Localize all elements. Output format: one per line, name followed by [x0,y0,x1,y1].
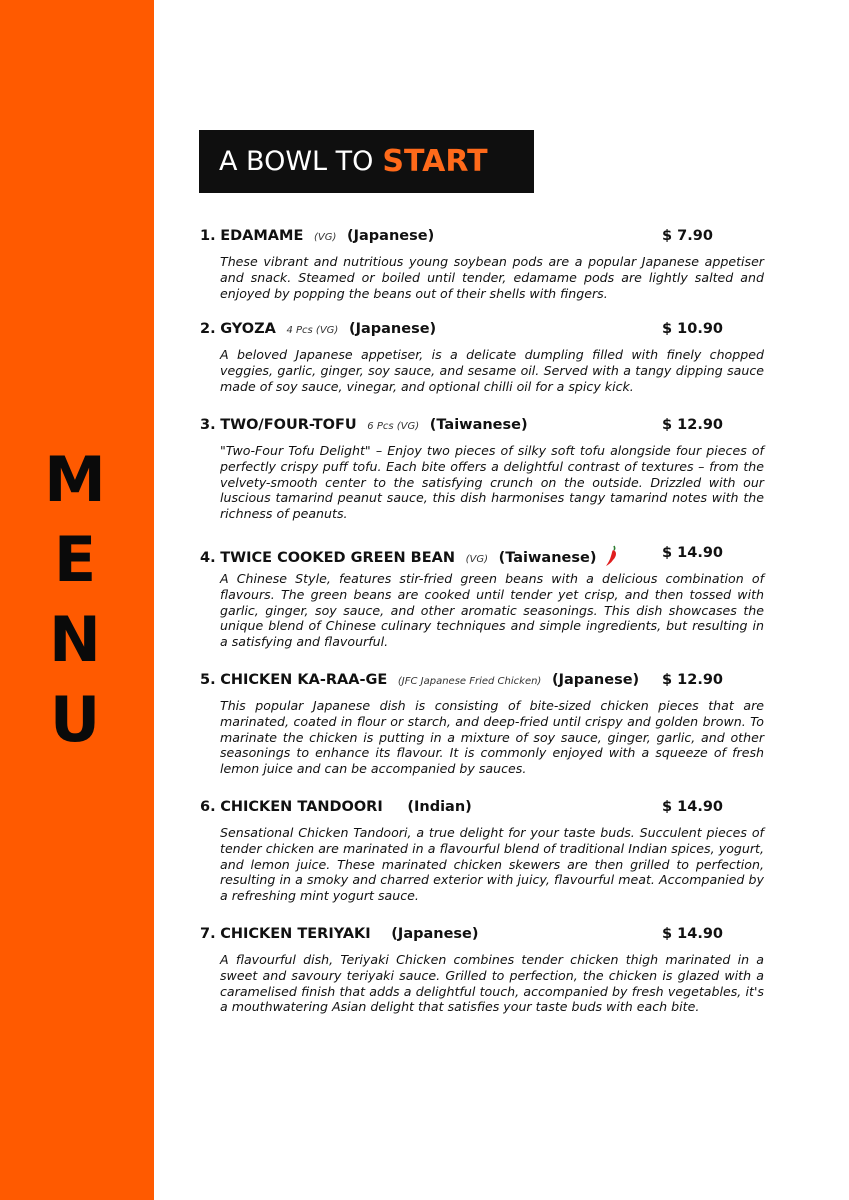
item-header [200,321,765,341]
item-name: CHICKEN TANDOORI [220,799,383,815]
item-price: $ 14.90 [662,926,724,942]
item-name: CHICKEN KA-RAA-GE [220,672,388,688]
item-origin: (Japanese) [348,321,437,337]
item-name: TWO/FOUR-TOFU [220,417,357,433]
item-number: 2. [200,321,216,337]
item-description: A flavourful dish, Teriyaki Chicken combines tender chicken thigh marinated in a sweet and savoury teriyaki sauce. Grilled to perfection, the chicken is glazed with a caramelised finish that adds a delightful touch, accompanied by fresh vegetables, it's a mouthwatering Asian delight that satisfies your taste buds with each bite. [220,952,764,1015]
item-price: $ 14.90 [662,545,724,561]
item-origin: (Indian) [407,799,472,815]
item-price: $ 7.90 [662,228,713,244]
menu-letter: U [49,683,101,756]
item-number: 3. [200,417,216,433]
menu-item [200,545,765,650]
menu-item [200,321,765,394]
menu-letter: M [44,443,106,516]
item-description: This popular Japanese dish is consisting of bite-sized chicken pieces that are marinated, coated in flour or starch, and deep-fried until crispy and golden brown. To marinate the chicken is putting in a mixture of soy sauce, ginger, garlic, and other seasonings to enhance its flavour. It is commonly enjoyed with a squeeze of fresh lemon juice and can be accompanied by sauces. [220,698,764,777]
item-number: 7. [200,926,216,942]
item-description: A Chinese Style, features stir-fried green beans with a delicious combination of flavours. The green beans are cooked until tender yet crisp, and then tossed with garlic, ginger, soy sauce, and other aromatic seasonings. This dish showcases the unique blend of Chinese culinary techniques and simple ingredients, but resulting in a satisfying and flavourful. [220,571,764,650]
section-title [199,130,534,193]
item-header [200,228,765,248]
item-description: "Two-Four Tofu Delight" – Enjoy two pieces of silky soft tofu alongside four pieces of perfectly crispy puff tofu. Each bite offers a delightful contrast of textures – from the velvety-smooth center to the satisfying crunch on the outside. Drizzled with our luscious tamarind peanut sauce, this dish harmonises tangy tamarind notes with the richness of peanuts. [220,443,764,522]
section-title-accent: START [382,144,488,179]
item-origin: (Japanese) [347,228,435,244]
menu-item [200,417,765,522]
item-description: A beloved Japanese appetiser, is a delicate dumpling filled with finely chopped veggies, garlic, ginger, soy sauce, and sesame oil. Served with a tangy dipping sauce made of soy sauce, vinegar, and optional chilli oil for a spicy kick. [220,347,764,394]
item-price: $ 14.90 [662,799,724,815]
item-number: 5. [200,672,216,688]
item-number: 1. [200,228,216,244]
item-header [200,799,765,819]
item-origin: (Japanese) [391,926,479,942]
item-tag: 6 Pcs (VG) [367,421,420,432]
item-name: EDAMAME [220,228,304,244]
item-price: $ 12.90 [662,417,724,433]
item-origin: (Taiwanese) [429,417,528,433]
item-header [200,926,765,946]
item-tag: (VG) [465,554,489,565]
menu-item [200,228,765,301]
item-price: $ 12.90 [662,672,724,688]
item-tag: 4 Pcs (VG) [286,325,339,336]
menu-letter: N [49,603,101,676]
item-header [200,545,765,565]
item-tag: (VG) [313,232,337,243]
item-number: 6. [200,799,216,815]
menu-item [200,799,765,904]
menu-letter: E [53,523,97,596]
item-number: 4. [200,550,216,566]
item-description: Sensational Chicken Tandoori, a true delight for your taste buds. Succulent pieces of tender chicken are marinated in a flavourful blend of traditional Indian spices, yogurt, and lemon juice. These marinated chicken skewers are then grilled to perfection, resulting in a smoky and charred exterior with juicy, flavourful meat. Accompanied by a refreshing mint yogurt sauce. [220,825,764,904]
item-name: TWICE COOKED GREEN BEAN [220,550,455,566]
item-header [200,672,765,692]
item-price: $ 10.90 [662,321,724,337]
item-name: CHICKEN TERIYAKI [220,926,371,942]
vertical-menu-word [0,440,150,760]
item-description: These vibrant and nutritious young soybean pods are a popular Japanese appetiser and snack. Steamed or boiled until tender, edamame pods are lightly salted and enjoyed by popping the beans out of their shells with fingers. [220,254,764,301]
item-origin: (Japanese) [551,672,640,688]
item-header [200,417,765,437]
item-tag: (JFC Japanese Fried Chicken) [397,676,542,687]
section-title-plain: A BOWL TO [219,146,374,177]
item-name: GYOZA [220,321,276,337]
chilli-icon [605,545,619,571]
item-origin: (Taiwanese) [498,550,597,566]
menu-item [200,672,765,777]
sidebar-band [0,0,154,1200]
menu-item [200,926,765,1015]
